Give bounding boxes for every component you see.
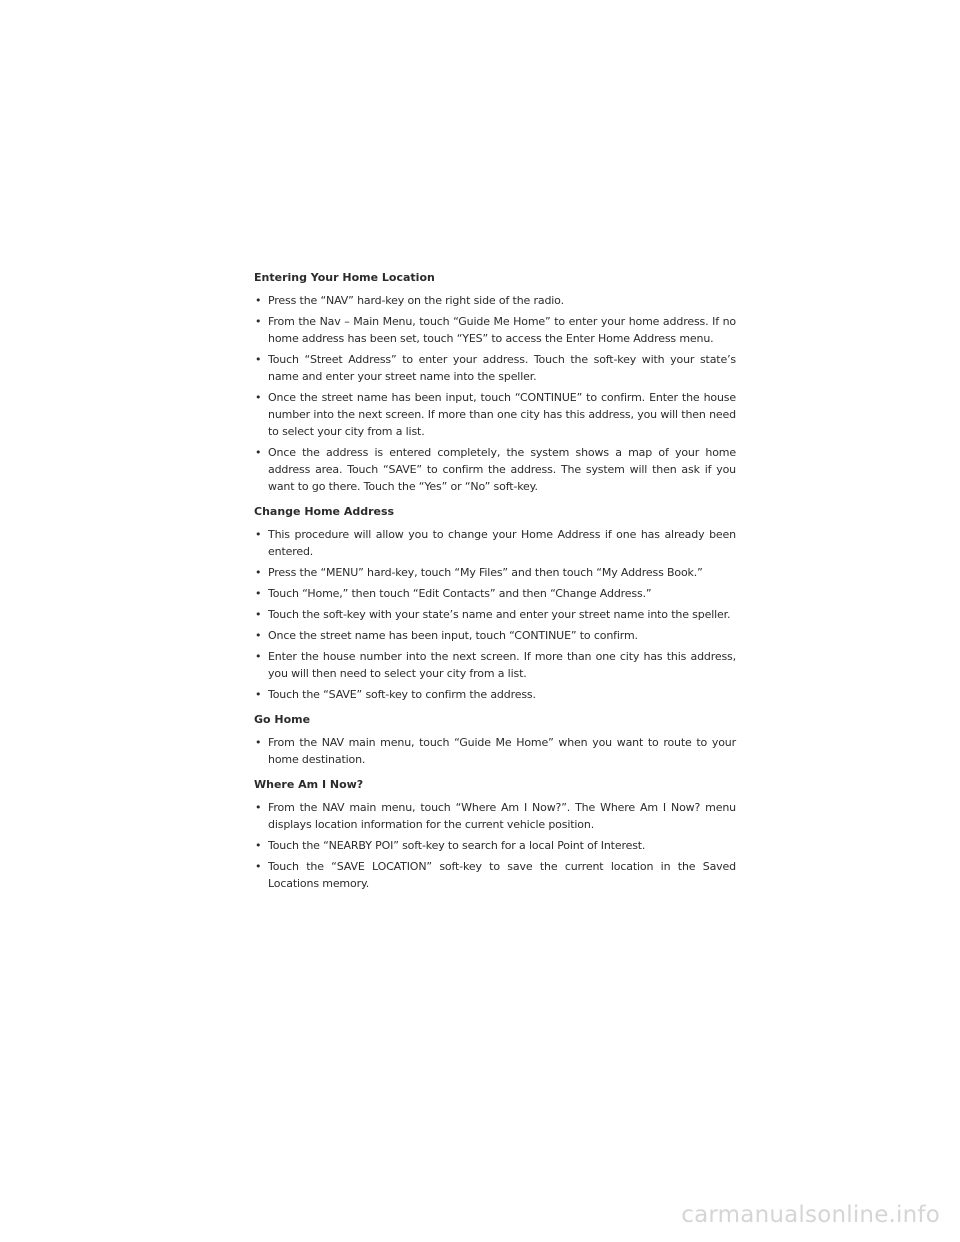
section-heading: Where Am I Now? (254, 778, 364, 791)
list-item: • Once the street name has been input, touch “CONTINUE” to confirm. Enter the house number into the next screen. If more than one city has this address, you will then need to select your city from a list. (254, 389, 736, 440)
section-heading: Entering Your Home Location (254, 271, 435, 284)
list-item: • Enter the house number into the next screen. If more than one city has this address, you will then need to select your city from a list. (254, 648, 736, 682)
list-item: • From the NAV main menu, touch “Where Am I Now?”. The Where Am I Now? menu displays location information for the current vehicle position. (254, 799, 736, 833)
page-content (254, 268, 736, 896)
bullet-list (254, 526, 736, 703)
list-item: • From the NAV main menu, touch “Guide Me Home” when you want to route to your home destination. (254, 734, 736, 768)
bullet-list (254, 734, 736, 768)
list-item: • Touch “Street Address” to enter your address. Touch the soft-key with your state’s name and enter your street name into the speller. (254, 351, 736, 385)
list-item: • Touch the “SAVE” soft-key to confirm the address. (254, 686, 736, 703)
section-change-home-address (254, 502, 736, 703)
watermark-text: carmanualsonline.info (681, 1202, 940, 1228)
list-item: • Touch the “NEARBY POI” soft-key to search for a local Point of Interest. (254, 837, 736, 854)
list-item: • Press the “MENU” hard-key, touch “My Files” and then touch “My Address Book.” (254, 564, 736, 581)
bullet-list (254, 292, 736, 495)
list-item: • Once the address is entered completely, the system shows a map of your home address area. Touch “SAVE” to confirm the address. The system will then ask if you want to go there. Touch the “Yes” or “No” soft-key. (254, 444, 736, 495)
section-heading: Go Home (254, 713, 311, 726)
list-item: • Touch the “SAVE LOCATION” soft-key to save the current location in the Saved Locations memory. (254, 858, 736, 892)
section-where-am-i-now (254, 775, 736, 892)
list-item: • This procedure will allow you to change your Home Address if one has already been entered. (254, 526, 736, 560)
section-go-home (254, 710, 736, 768)
list-item: • From the Nav – Main Menu, touch “Guide Me Home” to enter your home address. If no home address has been set, touch “YES” to access the Enter Home Address menu. (254, 313, 736, 347)
section-entering-home-location (254, 268, 736, 495)
section-heading: Change Home Address (254, 505, 395, 518)
list-item: • Touch “Home,” then touch “Edit Contacts” and then “Change Address.” (254, 585, 736, 602)
bullet-list (254, 799, 736, 892)
list-item: • Once the street name has been input, touch “CONTINUE” to confirm. (254, 627, 736, 644)
list-item: • Touch the soft-key with your state’s name and enter your street name into the speller. (254, 606, 736, 623)
list-item: • Press the “NAV” hard-key on the right side of the radio. (254, 292, 736, 309)
